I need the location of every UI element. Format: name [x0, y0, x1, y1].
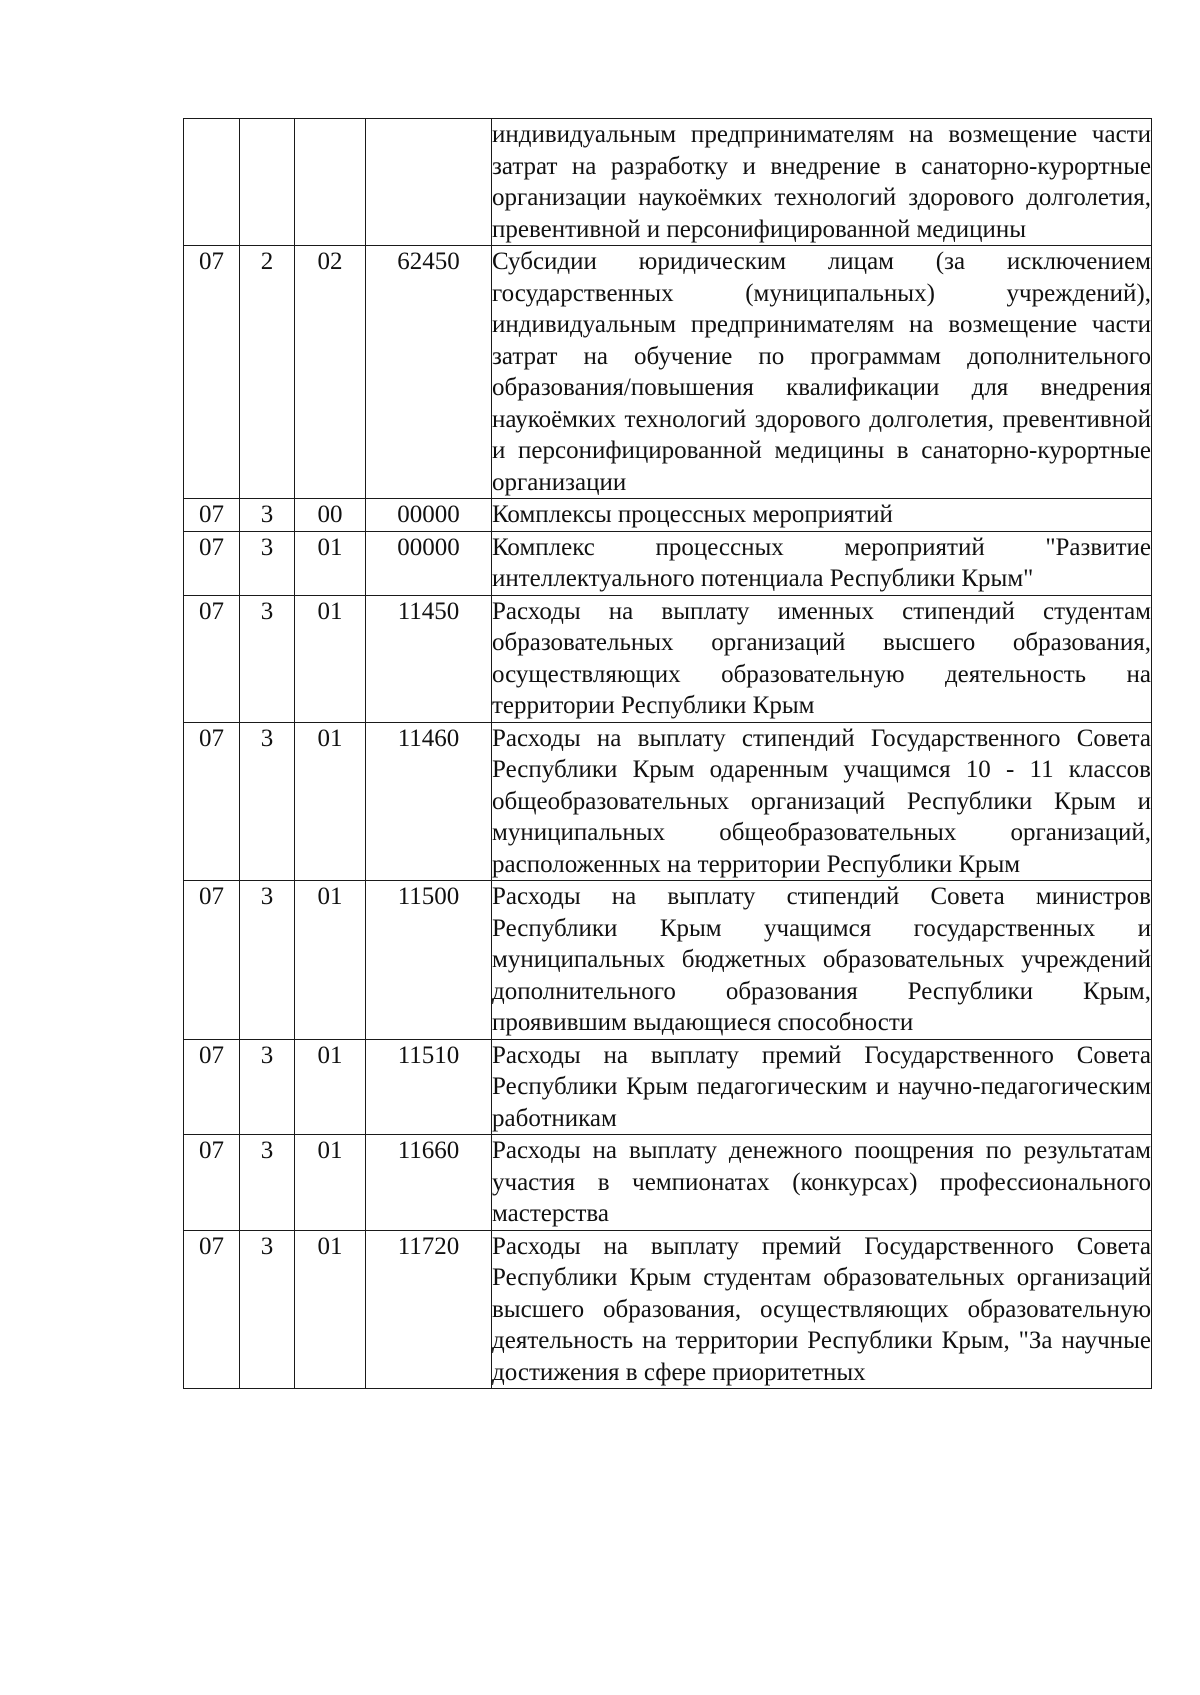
table-row: [184, 1039, 1152, 1135]
program-code-cell: 07: [184, 595, 240, 722]
structural-element-cell: 02: [295, 246, 366, 499]
subprogram-type-cell: 3: [240, 881, 295, 1040]
description-cell: Расходы на выплату именных стипендий студентам образовательных организаций высшего образования, осуществляющих образовательную деятельность на территории Республики Крым: [492, 595, 1152, 722]
description-cell: Расходы на выплату стипендий Совета министров Республики Крым учащимся государственных и муниципальных бюджетных образовательных учреждений дополнительного образования Республики Крым, проявившим выдающиеся способности: [492, 881, 1152, 1040]
table-row: [184, 246, 1152, 499]
expense-direction-cell: 62450: [366, 246, 492, 499]
program-code-cell: 07: [184, 1230, 240, 1389]
description-cell: Расходы на выплату премий Государственного Совета Республики Крым студентам образовательных организаций высшего образования, осуществляющих образовательную деятельность на территории Республики Крым, "За научные достижения в сфере приоритетных: [492, 1230, 1152, 1389]
table-row: [184, 1230, 1152, 1389]
expense-direction-cell: 11510: [366, 1039, 492, 1135]
description-cell: Расходы на выплату стипендий Государственного Совета Республики Крым одаренным учащимся 10 - 11 классов общеобразовательных организаций Республики Крым и муниципальных общеобразовательных организаций, расположенных на территории Республики Крым: [492, 722, 1152, 881]
program-code-cell: [184, 119, 240, 246]
subprogram-type-cell: 3: [240, 595, 295, 722]
description-cell: Расходы на выплату премий Государственного Совета Республики Крым педагогическим и научно-педагогическим работникам: [492, 1039, 1152, 1135]
structural-element-cell: 01: [295, 1230, 366, 1389]
subprogram-type-cell: 3: [240, 1230, 295, 1389]
structural-element-cell: 01: [295, 1135, 366, 1231]
subprogram-type-cell: 3: [240, 499, 295, 532]
structural-element-cell: 01: [295, 595, 366, 722]
description-cell: Комплекс процессных мероприятий "Развитие интеллектуального потенциала Республики Крым": [492, 531, 1152, 595]
table-row: [184, 119, 1152, 246]
subprogram-type-cell: [240, 119, 295, 246]
budget-classification-table: [183, 118, 1152, 1389]
expense-direction-cell: 00000: [366, 499, 492, 532]
structural-element-cell: 01: [295, 531, 366, 595]
program-code-cell: 07: [184, 1135, 240, 1231]
program-code-cell: 07: [184, 1039, 240, 1135]
subprogram-type-cell: 2: [240, 246, 295, 499]
structural-element-cell: [295, 119, 366, 246]
expense-direction-cell: 11460: [366, 722, 492, 881]
table-row: [184, 531, 1152, 595]
table-row: [184, 499, 1152, 532]
structural-element-cell: 01: [295, 1039, 366, 1135]
structural-element-cell: 00: [295, 499, 366, 532]
program-code-cell: 07: [184, 499, 240, 532]
subprogram-type-cell: 3: [240, 531, 295, 595]
description-cell: индивидуальным предпринимателям на возмещение части затрат на разработку и внедрение в санаторно-курортные организации наукоёмких технологий здорового долголетия, превентивной и персонифицированной медицины: [492, 119, 1152, 246]
table-row: [184, 722, 1152, 881]
expense-direction-cell: 11660: [366, 1135, 492, 1231]
subprogram-type-cell: 3: [240, 722, 295, 881]
table-row: [184, 881, 1152, 1040]
description-cell: Расходы на выплату денежного поощрения по результатам участия в чемпионатах (конкурсах) профессионального мастерства: [492, 1135, 1152, 1231]
expense-direction-cell: [366, 119, 492, 246]
table-row: [184, 595, 1152, 722]
program-code-cell: 07: [184, 246, 240, 499]
program-code-cell: 07: [184, 722, 240, 881]
structural-element-cell: 01: [295, 722, 366, 881]
subprogram-type-cell: 3: [240, 1039, 295, 1135]
expense-direction-cell: 00000: [366, 531, 492, 595]
program-code-cell: 07: [184, 881, 240, 1040]
expense-direction-cell: 11500: [366, 881, 492, 1040]
program-code-cell: 07: [184, 531, 240, 595]
description-cell: Субсидии юридическим лицам (за исключением государственных (муниципальных) учреждений), индивидуальным предпринимателям на возмещение части затрат на обучение по программам дополнительного образования/повышения квалификации для внедрения наукоёмких технологий здорового долголетия, превентивной и персонифицированной медицины в санаторно-курортные организации: [492, 246, 1152, 499]
description-cell: Комплексы процессных мероприятий: [492, 499, 1152, 532]
expense-direction-cell: 11720: [366, 1230, 492, 1389]
expense-direction-cell: 11450: [366, 595, 492, 722]
structural-element-cell: 01: [295, 881, 366, 1040]
table-row: [184, 1135, 1152, 1231]
subprogram-type-cell: 3: [240, 1135, 295, 1231]
